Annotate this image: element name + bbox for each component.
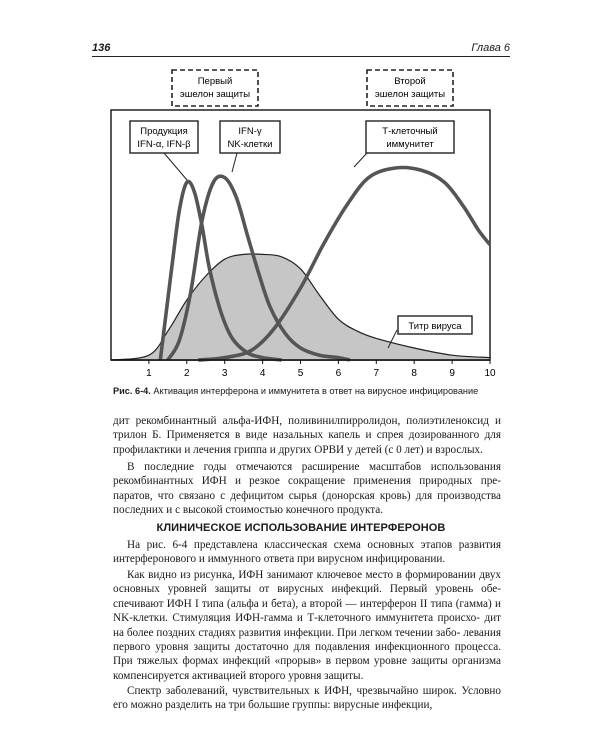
text-line: Условно его можно разделить на три большие группы: вирусные инфекции, [113,685,502,712]
text-line: процесса. При тяжелых формах инфекций «прорыв» в первом уровне защиты [113,641,501,668]
paragraph-1-text [113,414,501,457]
page-number: 136 [92,42,111,54]
caption-label: Рис. 6-4. [113,386,151,396]
x-tick-label: 6 [335,368,342,379]
figure-6-4 [92,64,512,382]
text-line: двух основных уровней защиты от вирусных инфекций. Первый уровень обе- [113,569,502,596]
second-line-label-2: эшелон защиты [374,89,446,100]
first-line-label-1: Первый [197,76,233,87]
paragraph-5-text [113,684,501,713]
paragraph-3-text [113,538,501,567]
second-line-label-1: Второй [394,76,426,87]
text-line: и NK-клетки. Стимуляция ИФН-гамма и Т-клеточного иммунитета происхо- [113,597,501,625]
x-tick-label: 8 [411,368,417,379]
section-heading: КЛИНИЧЕСКОЕ ИСПОЛЬЗОВАНИЕ ИНТЕРФЕРОНОВ [156,522,446,534]
text-line: и трилон Б. Применяется в виде назальных капель и спрея дозированного для [113,415,502,442]
ifn-gamma-line-2: NK-клетки [227,139,273,150]
second-line-box [367,70,453,106]
x-tick-label: 9 [449,368,455,379]
chapter-title: Глава 6 [471,42,510,54]
ifn-production-line-1: Продукция [140,126,188,137]
caption-text: Активация интерферона и иммунитета в ответ на вирусное инфицирование [150,386,479,396]
paragraph-2-text [113,460,501,518]
x-axis-ticks [146,360,496,379]
paragraph-3 [113,538,501,567]
text-line: В последние годы отмечаются расширение масштабов использования [127,461,501,473]
paragraph-4-text [113,568,501,683]
paragraph-5 [113,684,501,713]
paragraph-2 [113,460,501,518]
x-tick-label: 4 [259,368,266,379]
text-line: интерферонового и иммунного ответа при вирусном инфицировании. [113,553,446,566]
text-line: Спектр заболеваний, чувствительных к ИФН, чрезвычайно широк. [127,685,457,697]
ifn-production-line-2: IFN-α, IFN-β [137,139,191,150]
first-line-box [172,70,258,106]
text-line: организма компенсируется активацией второго уровня защиты. [113,655,501,682]
text-line: дит рекомбинантный альфа-ИФН, поливинилпирролидон, полиэтиленоксид [113,415,489,427]
paragraph-4 [113,568,501,683]
x-tick-label: 7 [373,368,380,379]
t-cell-line-1: Т-клеточный [382,126,438,137]
ifn-gamma-line-1: IFN-γ [238,126,262,137]
virus-titer-text: Титр вируса [408,321,462,332]
x-tick-label: 1 [146,368,152,379]
text-line: левания первого уровня защиты достаточно для подавления инфекционного [113,626,501,654]
text-line: спечивают ИФН I типа (альфа и бета), а второй — интерферон II типа (гамма) [113,597,492,610]
x-tick-label: 10 [484,368,496,379]
text-line: На рис. 6-4 представлена классическая схема основных этапов развития [127,539,501,551]
x-tick-label: 2 [184,368,190,379]
text-line: профилактики и лечения гриппа и других ОРВИ у детей (с 0 лет) и взрослых. [113,443,483,456]
text-line: Как видно из рисунка, ИФН занимают ключевое место в формировании [127,569,476,581]
figure-caption [113,386,513,396]
first-line-label-2: эшелон защиты [179,89,251,100]
text-line: паратов, что связано с дефицитом сырья (донорская кровь) для производства [113,489,501,502]
text-line: рекомбинантных ИФН и резкое сокращение применения природных пре- [113,475,501,488]
header-rule [92,56,510,57]
x-tick-label: 3 [221,368,228,379]
paragraph-1 [113,414,501,457]
text-line: дит на более поздних стадиях развития инфекции. При легком течении забо- [113,612,502,639]
text-line: последних и с высокой стоимостью конечного продукта. [113,504,384,517]
t-cell-line-2: иммунитет [386,139,434,150]
x-tick-label: 5 [297,368,304,379]
